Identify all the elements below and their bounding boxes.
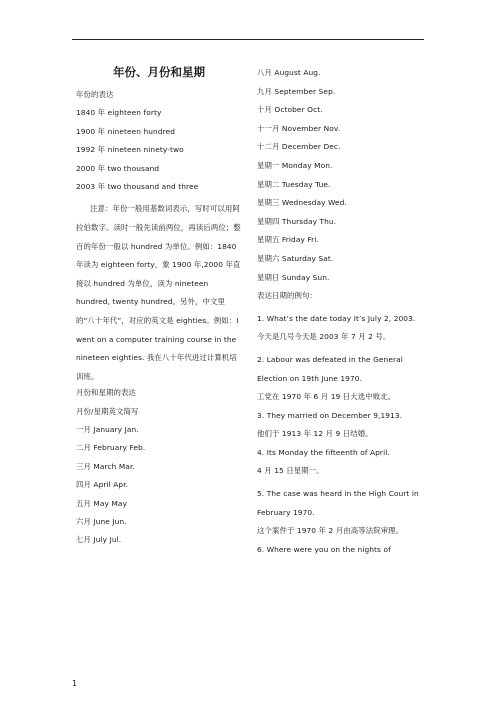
text-line: 八月 August Aug. xyxy=(257,68,321,77)
text-line: 表达日期的例句： xyxy=(257,291,317,301)
example-sentence: 6. Where were you on the nights of xyxy=(257,544,391,554)
text-line: 1840 年 eighteen forty xyxy=(76,108,162,118)
example-sentence: 5. The case was heard in the High Court in February 1970. xyxy=(257,489,419,517)
text-line: 星期日 Sunday Sun. xyxy=(257,272,330,282)
example-translation: 这个案件于 1970 年 2 月由高等法院审理。 xyxy=(257,526,404,536)
text-line: 四月 April Apr. xyxy=(76,480,129,490)
text-line: 1900 年 nineteen hundred xyxy=(76,126,176,136)
text-line: 年份的表达 xyxy=(76,90,114,99)
text-line: 月份/星期英文简写 xyxy=(76,406,139,416)
example-translation: 4 月 15 日星期一。 xyxy=(257,466,324,476)
text-line: 星期三 Wednesday Wed. xyxy=(257,198,347,208)
example-translation: 工党在 1970 年 6 月 19 日大选中败北。 xyxy=(257,392,396,402)
text-line: 星期四 Thursday Thu. xyxy=(257,216,337,226)
example-sentence: 2. Labour was defeated in the General Election on 19th June 1970. xyxy=(257,354,403,383)
text-line: 1992 年 nineteen ninety-two xyxy=(76,145,184,155)
note-paragraph: 注意：年份一般用基数词表示，写时可以用阿拉伯数字。读时一般先读前两位，再读后两位；整百的年份一般以 hundred 为单位。例如：1840 年读为 eighteen forty，象 1900 年,2000 年直接以 hundred 为单位，读为 nineteen hundred, twenty hundred。另外，中文里的“八十年代”，对应的英文是 eighties。例如：I went on a computer training course in the nineteen eighties. 我在八十年代进过计算机培训班。 xyxy=(76,204,241,381)
text-line: 二月 February Feb. xyxy=(76,443,146,453)
text-line: 五月 May May xyxy=(76,498,128,508)
header-rule xyxy=(72,39,424,40)
text-line: 六月 June Jun. xyxy=(76,517,127,527)
text-line: 星期二 Tuesday Tue. xyxy=(257,179,331,189)
example-translation: 今天是几号今天是 2003 年 7 月 2 号。 xyxy=(257,332,391,342)
example-sentence: 4. Its Monday the fifteenth of April. xyxy=(257,447,390,457)
text-line: 星期一 Monday Mon. xyxy=(257,160,333,170)
example-sentence: 3. They married on December 9,1913. xyxy=(257,410,403,420)
text-line: 星期五 Friday Fri. xyxy=(257,235,319,245)
page-number: 1 xyxy=(72,679,78,688)
left-column xyxy=(76,64,242,554)
example-sentence: 1. What’s the date today It’s July 2, 2003. xyxy=(257,313,416,323)
text-line: 星期六 Saturday Sat. xyxy=(257,253,334,263)
text-line: 月份和星期的表达 xyxy=(76,388,136,398)
text-line: 七月 July Jul. xyxy=(76,535,122,545)
text-line: 九月 September Sep. xyxy=(257,86,336,96)
text-line: 十月 October Oct. xyxy=(257,105,323,115)
text-line: 一月 January Jan. xyxy=(76,425,139,435)
text-line: 三月 March Mar. xyxy=(76,461,135,471)
text-line: 十二月 December Dec. xyxy=(257,142,341,152)
text-line: 十一月 November Nov. xyxy=(257,123,341,133)
text-line: 2000 年 two thousand xyxy=(76,163,160,173)
right-column xyxy=(257,68,423,563)
page-title: 年份、月份和星期 xyxy=(113,65,205,79)
example-translation: 他们于 1913 年 12 月 9 日结婚。 xyxy=(257,429,373,439)
text-line: 2003 年 two thousand and three xyxy=(76,181,199,191)
